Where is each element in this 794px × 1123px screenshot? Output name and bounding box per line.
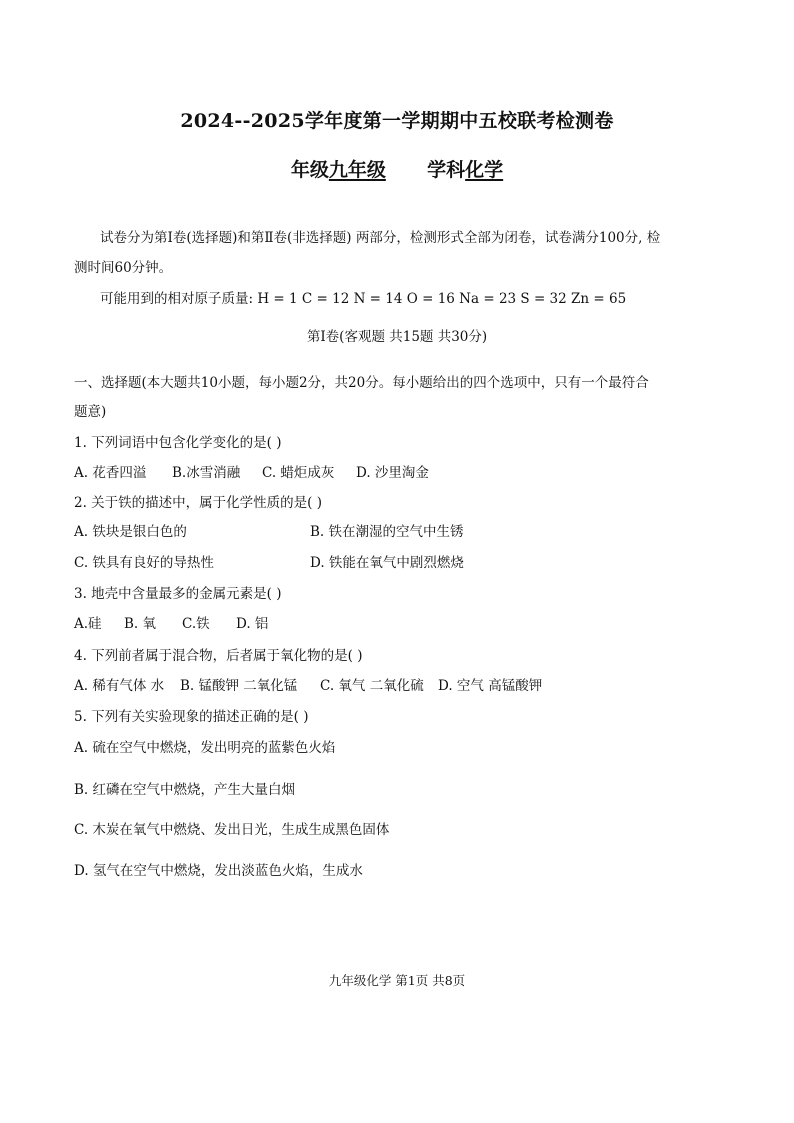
subject-value: 化学 bbox=[465, 159, 504, 181]
question-3-option-b: B. 氧 bbox=[124, 616, 157, 632]
question-3-stem: 3. 地壳中含量最多的金属元素是( ) bbox=[74, 586, 282, 602]
question-1-option-d: D. 沙里淘金 bbox=[356, 465, 429, 481]
question-4-option-a: A. 稀有气体 水 bbox=[74, 678, 165, 694]
section-instructions-2: 题意) bbox=[74, 404, 107, 420]
question-3-option-d: D. 铝 bbox=[236, 616, 269, 632]
question-1-option-a: A. 花香四溢 bbox=[74, 465, 147, 481]
exam-title: 2024--2025学年度第一学期期中五校联考检测卷 bbox=[180, 110, 614, 132]
section-heading: 第Ⅰ卷(客观题 共15题 共30分) bbox=[306, 329, 488, 345]
question-2-option-c: C. 铁具有良好的导热性 bbox=[74, 555, 214, 571]
grade-value: 九年级 bbox=[328, 159, 386, 181]
question-1-option-b: B.冰雪消融 bbox=[172, 465, 241, 481]
intro-line-2: 测时间60分钟。 bbox=[74, 260, 173, 276]
question-5-option-d: D. 氢气在空气中燃烧，发出淡蓝色火焰，生成水 bbox=[74, 863, 363, 879]
question-4-option-b: B. 锰酸钾 二氧化锰 bbox=[180, 678, 298, 694]
question-4-option-d: D. 空气 高锰酸钾 bbox=[438, 678, 543, 694]
exam-subtitle bbox=[0, 155, 794, 182]
question-2-option-a: A. 铁块是银白色的 bbox=[74, 524, 187, 540]
grade-label: 年级 bbox=[290, 159, 329, 181]
question-2-option-d: D. 铁能在氧气中剧烈燃烧 bbox=[310, 555, 464, 571]
question-5-option-b: B. 红磷在空气中燃烧，产生大量白烟 bbox=[74, 782, 296, 798]
question-2-option-b: B. 铁在潮湿的空气中生锈 bbox=[310, 524, 464, 540]
question-1-stem: 1. 下列词语中包含化学变化的是( ) bbox=[74, 435, 282, 451]
page-footer: 九年级化学 第1页 共8页 bbox=[328, 973, 466, 988]
question-3-option-a: A.硅 bbox=[74, 616, 102, 632]
question-1-option-c: C. 蜡炬成灰 bbox=[262, 465, 335, 481]
question-5-option-a: A. 硫在空气中燃烧，发出明亮的蓝紫色火焰 bbox=[74, 740, 336, 756]
section-instructions-1: 一、选择题(本大题共10小题，每小题2分，共20分。每小题给出的四个选项中，只有一个最符合 bbox=[74, 375, 649, 391]
question-5-option-c: C. 木炭在氧气中燃烧、发出日光，生成生成黑色固体 bbox=[74, 822, 390, 838]
question-5-stem: 5. 下列有关实验现象的描述正确的是( ) bbox=[74, 709, 309, 725]
intro-line-1: 试卷分为第Ⅰ卷(选择题)和第Ⅱ卷(非选择题) 两部分，检测形式全部为闭卷，试卷满分100分, 检 bbox=[100, 230, 661, 246]
question-3-option-c: C.铁 bbox=[182, 616, 210, 632]
question-2-stem: 2. 关于铁的描述中，属于化学性质的是( ) bbox=[74, 495, 322, 511]
question-4-option-c: C. 氧气 二氧化硫 bbox=[320, 678, 424, 694]
question-4-stem: 4. 下列前者属于混合物，后者属于氧化物的是( ) bbox=[74, 648, 363, 664]
atomic-masses: 可能用到的相对原子质量: H = 1 C = 12 N = 14 O = 16 Na = 23 S = 32 Zn = 65 bbox=[100, 291, 627, 307]
subject-label: 学科 bbox=[427, 159, 466, 181]
